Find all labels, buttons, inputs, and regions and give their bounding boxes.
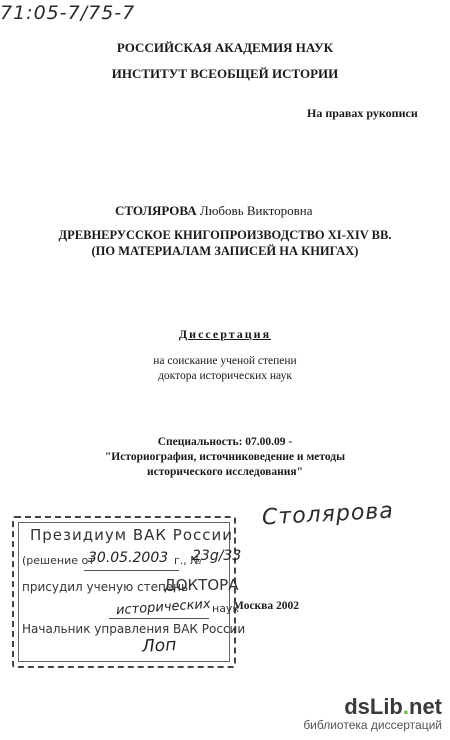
stamp-awarded-prefix: присудил ученую степень xyxy=(22,580,189,594)
stamp-decision-date: 30.05.2003 xyxy=(88,550,169,566)
academy-name: РОССИЙСКАЯ АКАДЕМИЯ НАУК xyxy=(116,40,334,55)
work-title-line-2: (ПО МАТЕРИАЛАМ ЗАПИСЕЙ НА КНИГАХ) xyxy=(91,244,359,258)
specialty-line-3: исторического исследования" xyxy=(147,466,303,478)
degree-line-1: на соискание ученой степени xyxy=(153,355,297,367)
watermark-logo-dot: . xyxy=(402,694,409,719)
stamp-field-underline xyxy=(109,618,209,619)
work-title-line-1: ДРЕВНЕРУССКОЕ КНИГОПРОИЗВОДСТВО XI-XIV ВВ. xyxy=(58,228,392,242)
stamp-title: Президиум ВАК России xyxy=(30,526,234,544)
stamp-chief-signature: Лоп xyxy=(141,635,177,657)
stamp-awarded-degree: ДОКТОРА xyxy=(164,576,239,594)
stamp-decision-mid: г., № xyxy=(174,554,202,567)
manuscript-rights-note: На правах рукописи xyxy=(307,106,418,120)
handwritten-catalog-code: 71:05-7/75-7 xyxy=(0,2,136,24)
author-signature: Столярова xyxy=(261,498,395,531)
specialty-line-2: "Историография, источниковедение и методы xyxy=(104,451,346,463)
specialty-line-1: Специальность: 07.00.09 - xyxy=(157,436,293,448)
document-type-heading xyxy=(0,325,450,343)
institute-name: ИНСТИТУТ ВСЕОБЩЕЙ ИСТОРИИ xyxy=(111,66,339,81)
stamp-chief-title: Начальник управления ВАК России xyxy=(22,622,246,636)
place-and-year: Москва 2002 xyxy=(233,600,300,612)
watermark-logo xyxy=(303,694,442,720)
stamp-decision-prefix: (решение от xyxy=(22,554,95,567)
watermark-logo-tld: net xyxy=(409,694,442,719)
stamp-date-underline xyxy=(84,570,179,571)
author-surname: СТОЛЯРОВА xyxy=(115,203,197,218)
dslib-watermark[interactable] xyxy=(303,694,442,732)
degree-line-2: доктора исторических наук xyxy=(158,370,292,382)
stamp-field-handwritten: исторических xyxy=(115,596,212,619)
stamp-decision-number: 23g/33 xyxy=(192,548,242,564)
vak-approval-stamp xyxy=(12,516,246,668)
stamp-field-suffix: наук xyxy=(212,602,240,615)
watermark-logo-main: dsLib xyxy=(344,694,403,719)
author-name xyxy=(115,203,313,219)
author-given-names: Любовь Викторовна xyxy=(199,203,313,218)
document-type-label: Диссертация xyxy=(178,327,272,341)
watermark-subtitle: библиотека диссертаций xyxy=(303,718,442,732)
